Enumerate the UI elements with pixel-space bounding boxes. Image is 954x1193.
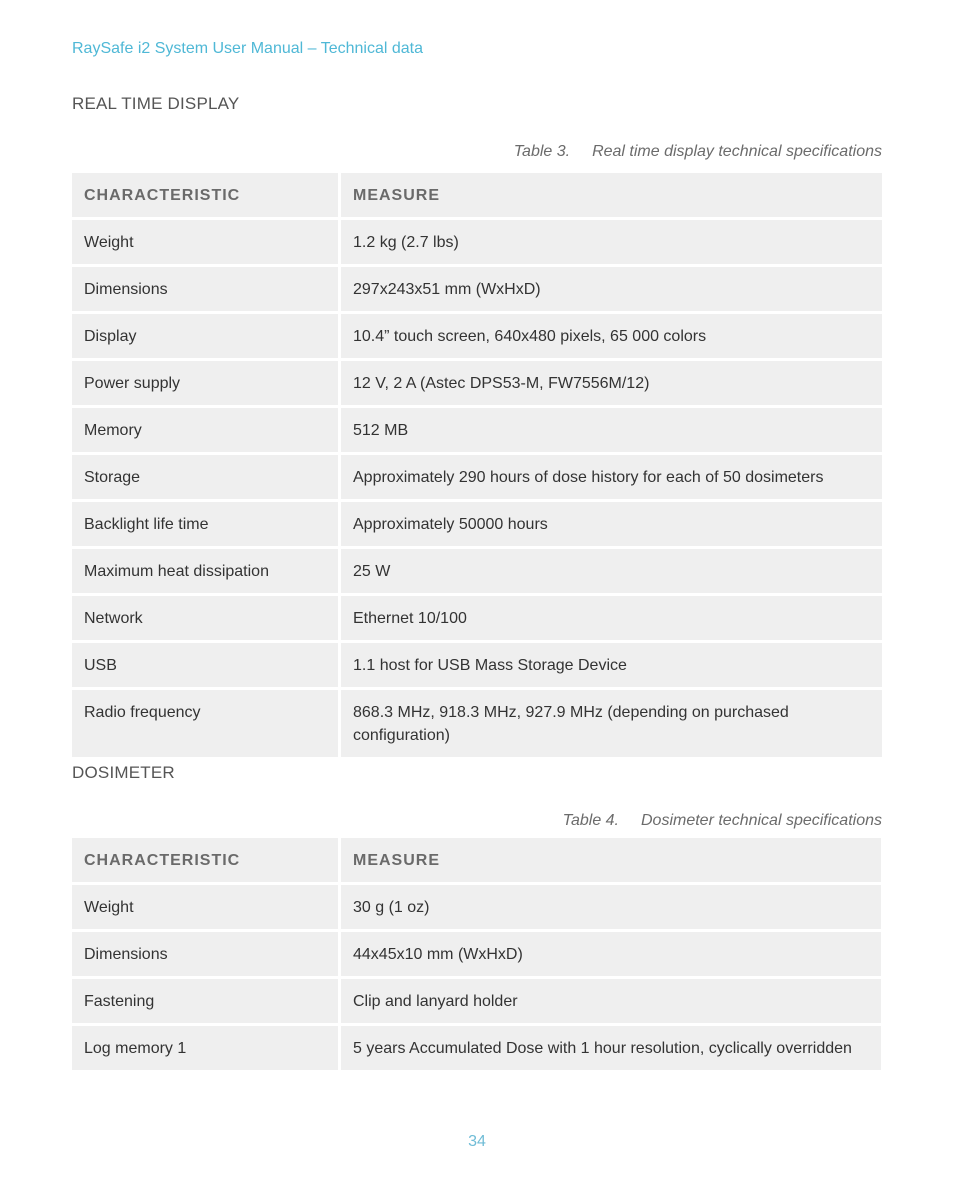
table-row	[72, 596, 882, 640]
measure-cell: Approximately 50000 hours	[341, 502, 882, 546]
characteristic-cell: Weight	[72, 220, 338, 264]
measure-cell: 30 g (1 oz)	[341, 885, 881, 929]
column-header-measure: MEASURE	[341, 838, 881, 882]
characteristic-cell: Dimensions	[72, 932, 338, 976]
table-caption	[563, 812, 882, 830]
table-row	[72, 455, 882, 499]
measure-cell: 1.2 kg (2.7 lbs)	[341, 220, 882, 264]
measure-cell: Ethernet 10/100	[341, 596, 882, 640]
measure-cell: 25 W	[341, 549, 882, 593]
section-title-dosimeter: DOSIMETER	[72, 763, 175, 782]
table-row	[72, 314, 882, 358]
characteristic-cell: Weight	[72, 885, 338, 929]
measure-cell: 297x243x51 mm (WxHxD)	[341, 267, 882, 311]
page-number: 34	[468, 1133, 486, 1150]
column-header-characteristic: CHARACTERISTIC	[72, 173, 338, 217]
table-row	[72, 502, 882, 546]
table-row	[72, 1026, 881, 1070]
measure-cell: 12 V, 2 A (Astec DPS53-M, FW7556M/12)	[341, 361, 882, 405]
table-row	[72, 885, 881, 929]
table-row	[72, 549, 882, 593]
table-row	[72, 690, 882, 757]
measure-cell: 10.4” touch screen, 640x480 pixels, 65 000 colors	[341, 314, 882, 358]
table-row	[72, 979, 881, 1023]
running-header: RaySafe i2 System User Manual – Technical data	[72, 40, 423, 57]
table-caption	[514, 143, 882, 161]
table-row	[72, 932, 881, 976]
measure-cell: 512 MB	[341, 408, 882, 452]
column-header-measure: MEASURE	[341, 173, 882, 217]
characteristic-cell: USB	[72, 643, 338, 687]
characteristic-cell: Radio frequency	[72, 690, 338, 757]
caption-number: Table 4.	[562, 812, 619, 829]
characteristic-cell: Memory	[72, 408, 338, 452]
characteristic-cell: Maximum heat dissipation	[72, 549, 338, 593]
measure-cell: 44x45x10 mm (WxHxD)	[341, 932, 881, 976]
caption-number: Table 3.	[513, 143, 571, 160]
caption-text: Dosimeter technical specifications	[641, 812, 882, 829]
table-row	[72, 408, 882, 452]
measure-cell: 1.1 host for USB Mass Storage Device	[341, 643, 882, 687]
characteristic-cell: Storage	[72, 455, 338, 499]
caption-text: Real time display technical specifications	[592, 143, 882, 160]
characteristic-cell: Fastening	[72, 979, 338, 1023]
characteristic-cell: Log memory 1	[72, 1026, 338, 1070]
measure-cell: 868.3 MHz, 918.3 MHz, 927.9 MHz (depending on purchased configuration)	[341, 690, 882, 757]
characteristic-cell: Power supply	[72, 361, 338, 405]
measure-cell: 5 years Accumulated Dose with 1 hour resolution, cyclically overridden	[341, 1026, 881, 1070]
characteristic-cell: Backlight life time	[72, 502, 338, 546]
section-title-real-time-display: REAL TIME DISPLAY	[72, 94, 240, 113]
spec-table-real-time-display	[69, 170, 885, 760]
characteristic-cell: Dimensions	[72, 267, 338, 311]
spec-table-dosimeter	[69, 835, 884, 1073]
table-row	[72, 220, 882, 264]
characteristic-cell: Network	[72, 596, 338, 640]
table-row	[72, 267, 882, 311]
column-header-characteristic: CHARACTERISTIC	[72, 838, 338, 882]
table-row	[72, 361, 882, 405]
table-header-row	[72, 838, 881, 882]
table-row	[72, 643, 882, 687]
table-header-row	[72, 173, 882, 217]
measure-cell: Approximately 290 hours of dose history for each of 50 dosimeters	[341, 455, 882, 499]
measure-cell: Clip and lanyard holder	[341, 979, 881, 1023]
characteristic-cell: Display	[72, 314, 338, 358]
